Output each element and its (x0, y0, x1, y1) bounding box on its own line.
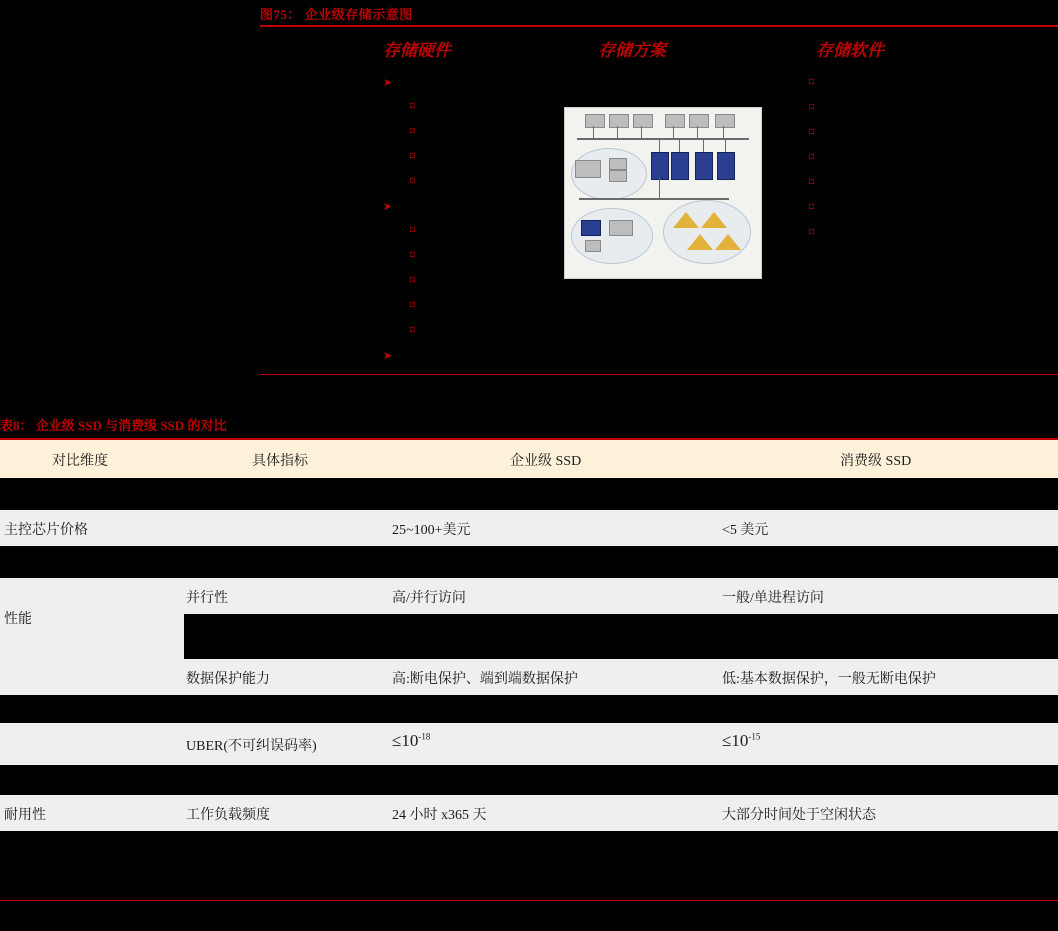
cell-dimension-performance: 性能 (0, 578, 184, 662)
bullet-square-icon: ▫ (409, 274, 416, 285)
cell-dimension: 耐用性 (4, 808, 46, 823)
cell-metric: 并行性 (186, 591, 228, 606)
storage-architecture-diagram (564, 107, 762, 279)
cell-enterprise: 高/并行访问 (392, 591, 466, 606)
cell-enterprise (392, 731, 430, 751)
cell-consumer: 一般/单进程访问 (722, 591, 824, 606)
table-row (0, 510, 1058, 546)
bullet-square-icon: ▫ (409, 324, 416, 335)
cell-consumer: 低:基本数据保护，一般无断电保护 (722, 672, 936, 687)
cell-consumer-value: ≤10 (722, 731, 749, 750)
bullet-arrow-icon: ➤ (383, 349, 393, 362)
table-row (0, 795, 1058, 831)
bullet-arrow-icon: ➤ (383, 76, 393, 89)
bullet-square-icon: ▫ (808, 76, 815, 87)
table-title: 表8： 企业级 SSD 与消费级 SSD 的对比 (0, 418, 227, 433)
figure-column-heading-software: 存储软件 (816, 41, 884, 60)
column-header-consumer: 消费级 SSD (840, 454, 912, 469)
cell-enterprise: 25~100+美元 (392, 523, 471, 538)
bullet-square-icon: ▫ (409, 100, 416, 111)
column-header-dimension: 对比维度 (52, 454, 108, 469)
bullet-square-icon: ▫ (409, 150, 416, 161)
cell-enterprise-exponent: -18 (418, 731, 431, 742)
bullet-arrow-icon: ➤ (383, 200, 393, 213)
bullet-square-icon: ▫ (808, 176, 815, 187)
figure-top-rule (260, 25, 1058, 27)
figure-column-heading-hardware: 存储硬件 (383, 41, 451, 60)
cell-metric: 数据保护能力 (186, 672, 270, 687)
bullet-square-icon: ▫ (409, 125, 416, 136)
cell-consumer (722, 731, 760, 751)
table-row (0, 659, 1058, 695)
bullet-square-icon: ▫ (808, 151, 815, 162)
bullet-square-icon: ▫ (409, 224, 416, 235)
table-header-row (0, 440, 1058, 478)
column-header-metric: 具体指标 (252, 454, 308, 469)
figure-bottom-rule (260, 374, 1058, 375)
cell-dimension: 主控芯片价格 (4, 523, 88, 538)
table-bottom-rule (0, 900, 1058, 901)
cell-enterprise: 24 小时 x365 天 (392, 808, 487, 823)
bullet-square-icon: ▫ (409, 175, 416, 186)
figure-title: 图75： 企业级存储示意图 (260, 7, 413, 22)
cell-enterprise-value: ≤10 (392, 731, 419, 750)
bullet-square-icon: ▫ (808, 201, 815, 212)
cell-consumer: <5 美元 (722, 523, 769, 538)
cell-consumer: 大部分时间处于空闲状态 (722, 808, 876, 823)
column-header-enterprise: 企业级 SSD (510, 454, 582, 469)
cell-enterprise: 高:断电保护、端到端数据保护 (392, 672, 578, 687)
cell-metric: 工作负载频度 (186, 808, 270, 823)
bullet-square-icon: ▫ (808, 126, 815, 137)
bullet-square-icon: ▫ (409, 249, 416, 260)
bullet-square-icon: ▫ (808, 226, 815, 237)
bullet-square-icon: ▫ (409, 299, 416, 310)
cell-consumer-exponent: -15 (748, 731, 761, 742)
bullet-square-icon: ▫ (808, 101, 815, 112)
cell-metric: UBER(不可纠误码率) (186, 739, 317, 754)
table-row (0, 723, 1058, 765)
figure-column-heading-solution: 存储方案 (598, 41, 666, 60)
